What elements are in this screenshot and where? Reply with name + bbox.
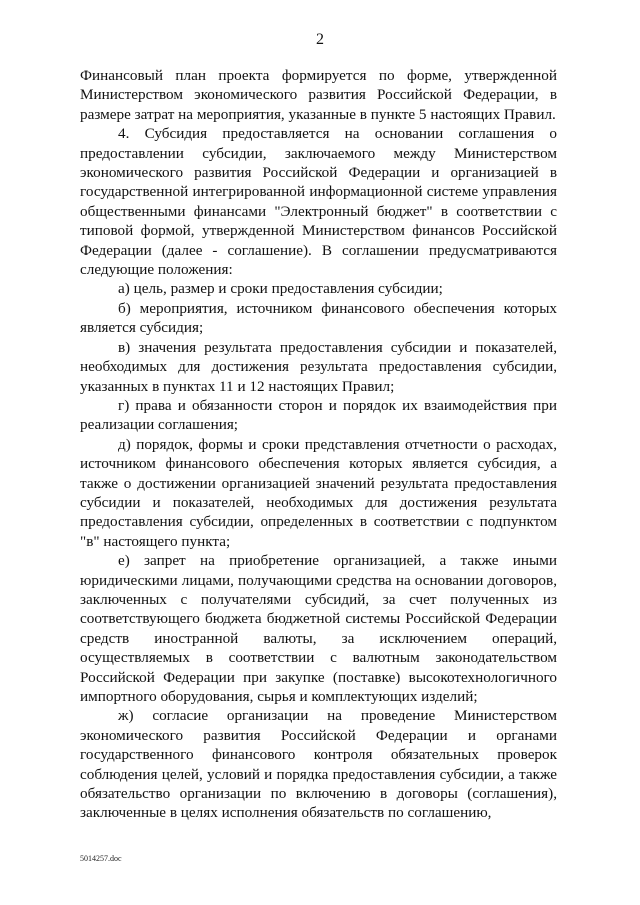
list-item-v: в) значения результата предоставления субсидии и показателей, необходимых для достижения результата предоставления субсидии, указанных в пунктах 11 и 12 настоящих Правил; bbox=[80, 338, 557, 395]
page-number: 2 bbox=[316, 31, 324, 48]
list-item-a: а) цель, размер и сроки предоставления субсидии; bbox=[118, 280, 443, 298]
document-body bbox=[80, 66, 557, 823]
list-item-zh: ж) согласие организации на проведение Министерством экономического развития Российской Федерации и органами государственного финансового контроля обязательных проверок соблюдения целей, условий и порядка предоставления субсидии, а также обязательство организации по включению в договоры (соглашения), заключенные в целях исполнения обязательств по соглашению, bbox=[80, 707, 557, 822]
paragraph-financial-plan: Финансовый план проекта формируется по форме, утвержденной Министерством экономического развития Российской Федерации, в размере затрат на мероприятия, указанные в пункте 5 настоящих Правил. bbox=[80, 67, 557, 123]
footer-file-code: 5014257.doc bbox=[80, 854, 122, 863]
list-item-g: г) права и обязанности сторон и порядок их взаимодействия при реализации соглашения; bbox=[80, 396, 557, 434]
paragraph-clause-4: 4. Субсидия предоставляется на основании соглашения о предоставлении субсидии, заключаемого между Министерством экономического развития Российской Федерации и организацией в государственной интегрированной информационной системе управления общественными финансами "Электронный бюджет" в соответствии с типовой формой, утвержденной Министерством финансов Российской Федерации (далее - соглашение). В соглашении предусматриваются следующие положения: bbox=[80, 125, 557, 279]
list-item-e: е) запрет на приобретение организацией, а также иными юридическими лицами, получающими средства на основании договоров, заключенных с получателями субсидий, за счет полученных из соответствующего бюджета бюджетной системы Российской Федерации средств иностранной валюты, за исключением операций, осуществляемых в соответствии с валютным законодательством Российской Федерации при закупке (поставке) высокотехнологичного импортного оборудования, сырья и комплектующих изделий; bbox=[80, 552, 557, 705]
list-item-d: д) порядок, формы и сроки представления отчетности о расходах, источником финансового обеспечения которых является субсидия, а также о достижении организацией значений результата предоставления субсидии и показателей, необходимых для достижения результата предоставления субсидии, определенных в соответствии с подпунктом "в" настоящего пункта; bbox=[80, 435, 557, 550]
list-item-b: б) мероприятия, источником финансового обеспечения которых является субсидия; bbox=[80, 299, 557, 337]
